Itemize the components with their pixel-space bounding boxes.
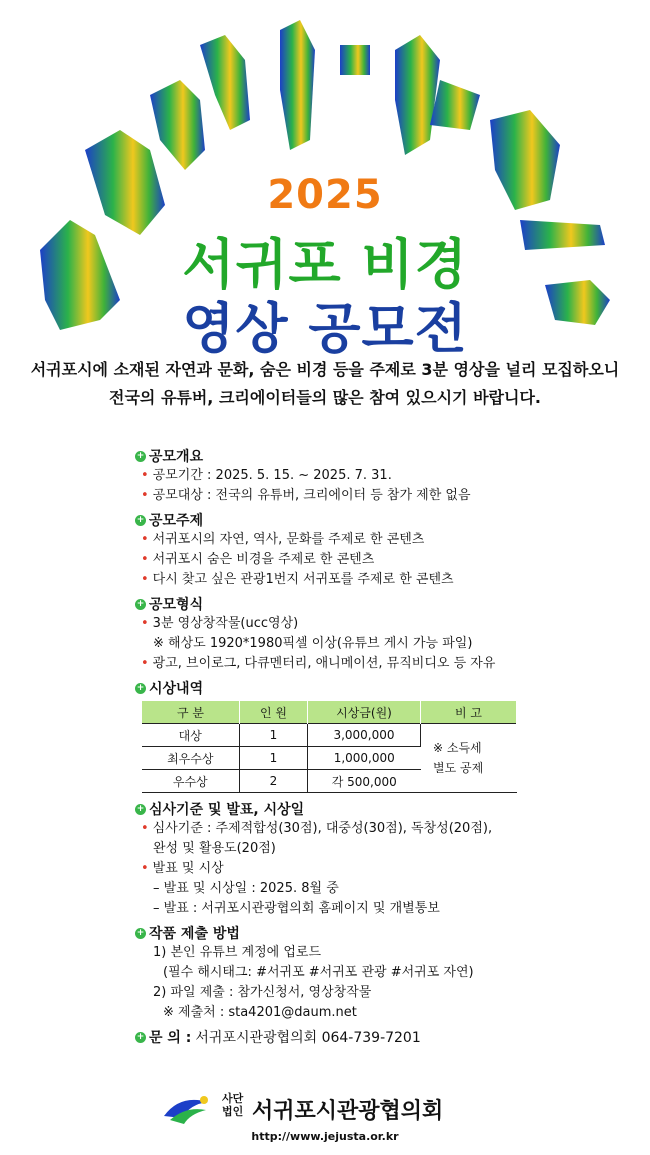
- section-judging-title: + 심사기준 및 발표, 시상일: [136, 802, 305, 818]
- announce-date: – 발표 및 시상일 : 2025. 8월 중: [153, 881, 339, 896]
- plus-circle-icon: +: [136, 514, 145, 525]
- column-header: 인 원: [240, 701, 308, 724]
- submission-step2: 2) 파일 제출 : 참가신청서, 영상창작물: [153, 985, 372, 1000]
- section-submission-title: + 작품 제출 방법: [136, 926, 240, 942]
- intro-text: [0, 356, 650, 412]
- submission-hashtags: (필수 해시태그: #서귀포 #서귀포 관광 #서귀포 자연): [163, 965, 474, 980]
- section-format-title: + 공모형식: [136, 597, 204, 613]
- list-item: • 서귀포시의 자연, 역사, 문화를 주제로 한 콘텐츠: [141, 532, 425, 547]
- award-note: ※ 소득세 별도 공제: [421, 724, 517, 793]
- award-count: 1: [240, 724, 308, 747]
- bullet-icon: •: [141, 468, 149, 483]
- section-contact: + 문 의 : 서귀포시관광협의회 064-739-7201: [135, 1027, 565, 1047]
- award-prize: 3,000,000: [308, 724, 421, 747]
- bullet-icon: •: [141, 552, 149, 567]
- event-title-line1: 서귀포 비경: [182, 233, 468, 296]
- column-header: 비 고: [421, 701, 517, 724]
- list-item: • 심사기준 : 주제적합성(30점), 대중성(30점), 독창성(20점),: [141, 821, 493, 836]
- plus-circle-icon: +: [136, 598, 145, 609]
- organization-name: 서귀포시관광협의회: [252, 1099, 444, 1124]
- event-title-line2: 영상 공모전: [182, 297, 468, 360]
- cameraman-silhouette: [280, 20, 315, 150]
- bullet-icon: •: [141, 821, 149, 836]
- award-category: 우수상: [142, 770, 240, 793]
- plus-circle-icon: +: [136, 927, 145, 938]
- plus-circle-icon: +: [136, 450, 145, 461]
- submission-email: ※ 제출처 : sta4201@daum.net: [163, 1005, 357, 1020]
- award-prize: 각 500,000: [308, 770, 421, 793]
- megaphone-silhouette: [395, 35, 440, 155]
- format-note: ※ 해상도 1920*1980픽셀 이상(유튜브 게시 가능 파일): [153, 636, 473, 651]
- plus-circle-icon: +: [136, 803, 145, 814]
- bullet-icon: •: [141, 656, 149, 671]
- list-item: • 공모기간 : 2025. 5. 15. ~ 2025. 7. 31.: [141, 468, 392, 483]
- intro-line1: 서귀포시에 소재된 자연과 문화, 숨은 비경 등을 주제로 3분 영상을 널리 모집하오니: [30, 360, 620, 379]
- list-item: • 3분 영상창작물(ucc영상): [141, 616, 299, 631]
- plus-circle-icon: +: [136, 682, 145, 693]
- list-item: • 다시 찾고 싶은 관광1번지 서귀포를 주제로 한 콘텐츠: [141, 572, 454, 587]
- list-item: • 광고, 브이로그, 다큐멘터리, 애니메이션, 뮤직비디오 등 자유: [141, 656, 496, 671]
- film-reel-silhouette: [430, 80, 480, 130]
- list-item: • 발표 및 시상: [141, 861, 224, 876]
- section-theme-title: + 공모주제: [136, 513, 204, 529]
- event-year: 2025: [267, 172, 383, 218]
- bullet-icon: •: [141, 616, 149, 631]
- list-item: • 공모대상 : 전국의 유튜버, 크리에이터 등 참가 제한 없음: [141, 488, 471, 503]
- list-item: • 서귀포시 숨은 비경을 주제로 한 콘텐츠: [141, 552, 375, 567]
- projector-silhouette: [150, 80, 205, 170]
- clapperboard-silhouette: [340, 45, 370, 75]
- award-count: 2: [240, 770, 308, 793]
- column-header: 구 분: [142, 701, 240, 724]
- bullet-icon: •: [141, 572, 149, 587]
- singer-silhouette: [200, 35, 250, 130]
- announce-method: – 발표 : 서귀포시관광협의회 홈페이지 및 개별통보: [153, 901, 440, 916]
- award-count: 1: [240, 747, 308, 770]
- contest-details: [135, 442, 565, 1047]
- legal-entity-label: 사단 법인: [222, 1092, 244, 1118]
- award-category: 최우수상: [142, 747, 240, 770]
- hero-banner: [0, 0, 650, 360]
- bullet-icon: •: [141, 488, 149, 503]
- award-prize: 1,000,000: [308, 747, 421, 770]
- submission-step1: 1) 본인 유튜브 계정에 업로드: [153, 945, 322, 960]
- contact-value: 서귀포시관광협의회 064-739-7201: [195, 1030, 421, 1046]
- intro-line2: 전국의 유튜버, 크리에이터들의 많은 참여 있으시기 바랍니다.: [109, 388, 541, 407]
- bullet-icon: •: [141, 861, 149, 876]
- table-row: [142, 724, 517, 747]
- award-category: 대상: [142, 724, 240, 747]
- table-header-row: [142, 701, 517, 724]
- website-link[interactable]: http://www.jejusta.or.kr: [251, 1130, 399, 1143]
- judging-criteria-cont: 완성 및 활용도(20점): [153, 841, 276, 856]
- plus-circle-icon: +: [136, 1031, 145, 1042]
- bullet-icon: •: [141, 532, 149, 547]
- column-header: 시상금(원): [308, 701, 421, 724]
- awards-table: [141, 701, 517, 793]
- association-logo-icon: [160, 1092, 220, 1128]
- section-overview-title: + 공모개요: [136, 449, 204, 465]
- section-awards-title: + 시상내역: [136, 681, 204, 697]
